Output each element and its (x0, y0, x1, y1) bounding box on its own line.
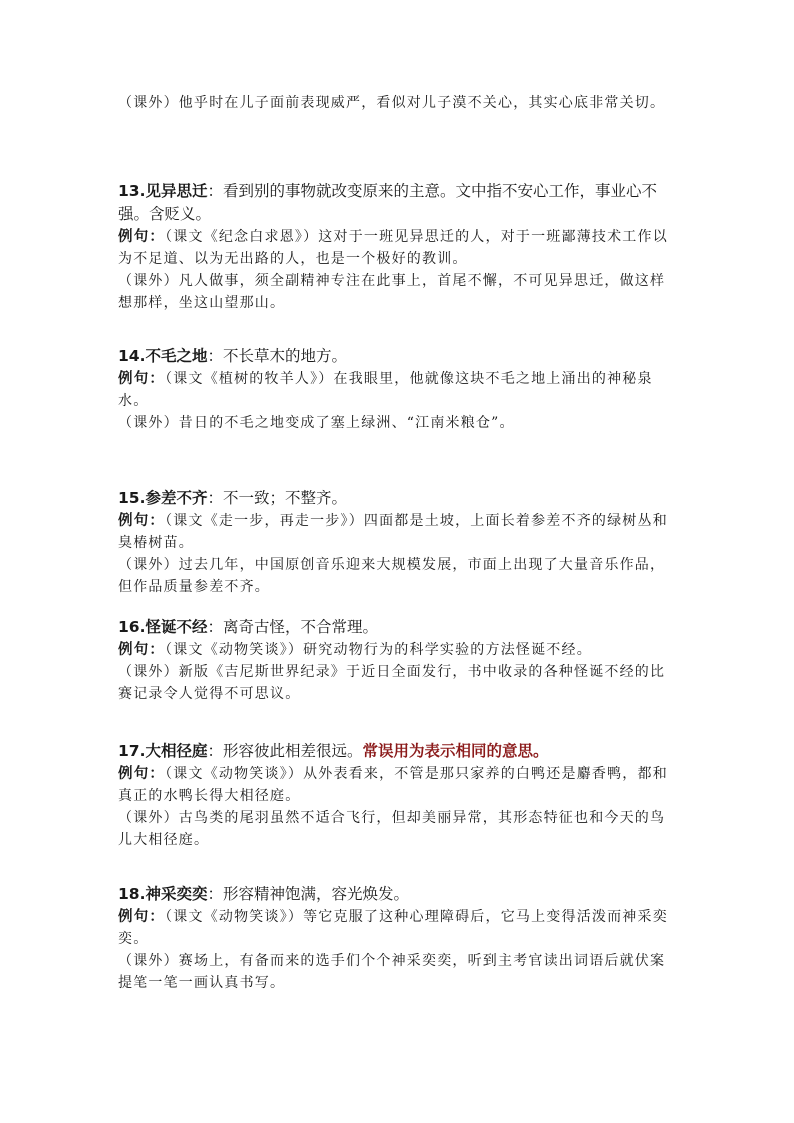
entry-number: 15. (118, 489, 146, 507)
entry-example (118, 763, 678, 807)
entry-term: 神采奕奕 (145, 885, 208, 903)
intro-paragraph: （课外）他乎时在儿子面前表现威严，看似对儿子漠不关心，其实心底非常关切。 (118, 95, 666, 111)
example-label: 例句： (118, 371, 166, 387)
example-label: 例句： (118, 229, 166, 245)
entry-definition: 不长草木的地方。 (223, 347, 348, 365)
entry-term: 大相径庭 (145, 742, 208, 760)
entry-number: 18. (118, 885, 146, 903)
idiom-entry-18 (118, 883, 678, 994)
entry-colon: ： (207, 489, 223, 507)
example-text: （课文《植树的牧羊人》）在我眼里，他就像这块不毛之地上涌出的神秘泉水。 (118, 371, 653, 409)
entry-definition: 离奇古怪，不合常理。 (223, 618, 379, 636)
entry-example (118, 226, 678, 270)
idiom-entry-15 (118, 487, 678, 598)
entry-heading (118, 616, 678, 639)
entry-number: 16. (118, 618, 146, 636)
entry-example (118, 368, 678, 412)
idiom-entry-14 (118, 345, 678, 434)
example-text: （课文《动物笑谈》）研究动物行为的科学实验的方法怪诞不经。 (165, 642, 592, 658)
entry-extra-example: （课外）新版《吉尼斯世界纪录》于近日全面发行，书中收录的各种怪诞不经的比赛记录令人觉得不可思议。 (118, 664, 666, 702)
entry-heading (118, 180, 678, 226)
idiom-entry-17 (118, 740, 678, 851)
entry-example (118, 639, 678, 661)
example-label: 例句： (118, 642, 166, 658)
example-text: （课文《纪念白求恩》）这对于一班见异思迁的人，对于一班鄙薄技术工作以为不足道、以为无出路的人，也是一个极好的教训。 (118, 229, 668, 267)
entry-extra-example: （课外）赛场上，有备而来的选手们个个神采奕奕，听到主考官读出词语后就伏案提笔一笔一画认真书写。 (118, 953, 666, 991)
entry-definition: 形容精神饱满，容光焕发。 (223, 885, 410, 903)
example-text: （课文《动物笑谈》）等它克服了这种心理障碍后，它马上变得活泼而神采奕奕。 (118, 909, 668, 947)
entry-extra-example: （课外）过去几年，中国原创音乐迎来大规模发展，市面上出现了大量音乐作品，但作品质量参差不齐。 (118, 557, 666, 595)
entry-extra-example: （课外）凡人做事，须全副精神专注在此事上，首尾不懈，不可见异思迁，做这样想那样，坐这山望那山。 (118, 273, 666, 311)
entry-extra-example: （课外）昔日的不毛之地变成了塞上绿洲、“江南米粮仓”。 (118, 415, 515, 431)
entry-term: 不毛之地 (145, 347, 208, 365)
idiom-entry-16 (118, 616, 678, 705)
example-label: 例句： (118, 766, 166, 782)
entry-term: 怪诞不经 (145, 618, 208, 636)
entry-heading (118, 345, 678, 368)
entry-colon: ： (207, 618, 223, 636)
entry-colon: ： (207, 742, 223, 760)
entry-heading (118, 740, 678, 763)
entry-example (118, 510, 678, 554)
example-text: （课文《走一步，再走一步》）四面都是土坡，上面长着参差不齐的绿树丛和臭椿树苗。 (118, 513, 668, 551)
entry-warning: 常误用为表示相同的意思。 (362, 742, 549, 760)
entry-number: 13. (118, 182, 146, 200)
entry-number: 14. (118, 347, 146, 365)
document-page (118, 92, 678, 991)
entry-extra-example: （课外）古鸟类的尾羽虽然不适合飞行，但却美丽异常，其形态特征也和今天的鸟儿大相径庭。 (118, 810, 666, 848)
entry-colon: ： (207, 885, 223, 903)
example-label: 例句： (118, 513, 166, 529)
entry-definition: 形容彼此相差很远。 (223, 742, 363, 760)
example-label: 例句： (118, 909, 166, 925)
entry-heading (118, 883, 678, 906)
entry-number: 17. (118, 742, 146, 760)
entry-term: 见异思迁 (145, 182, 208, 200)
entry-colon: ： (207, 182, 223, 200)
entry-definition: 不一致；不整齐。 (223, 489, 348, 507)
entry-heading (118, 487, 678, 510)
entry-term: 参差不齐 (145, 489, 208, 507)
example-text: （课文《动物笑谈》）从外表看来，不管是那只家养的白鸭还是麝香鸭，都和真正的水鸭长得大相径庭。 (118, 766, 668, 804)
idiom-entry-13 (118, 180, 678, 314)
entry-colon: ： (207, 347, 223, 365)
entry-example (118, 906, 678, 950)
entry-definition: 看到别的事物就改变原来的主意。文中指不安心工作，事业心不强。含贬义。 (118, 182, 658, 223)
